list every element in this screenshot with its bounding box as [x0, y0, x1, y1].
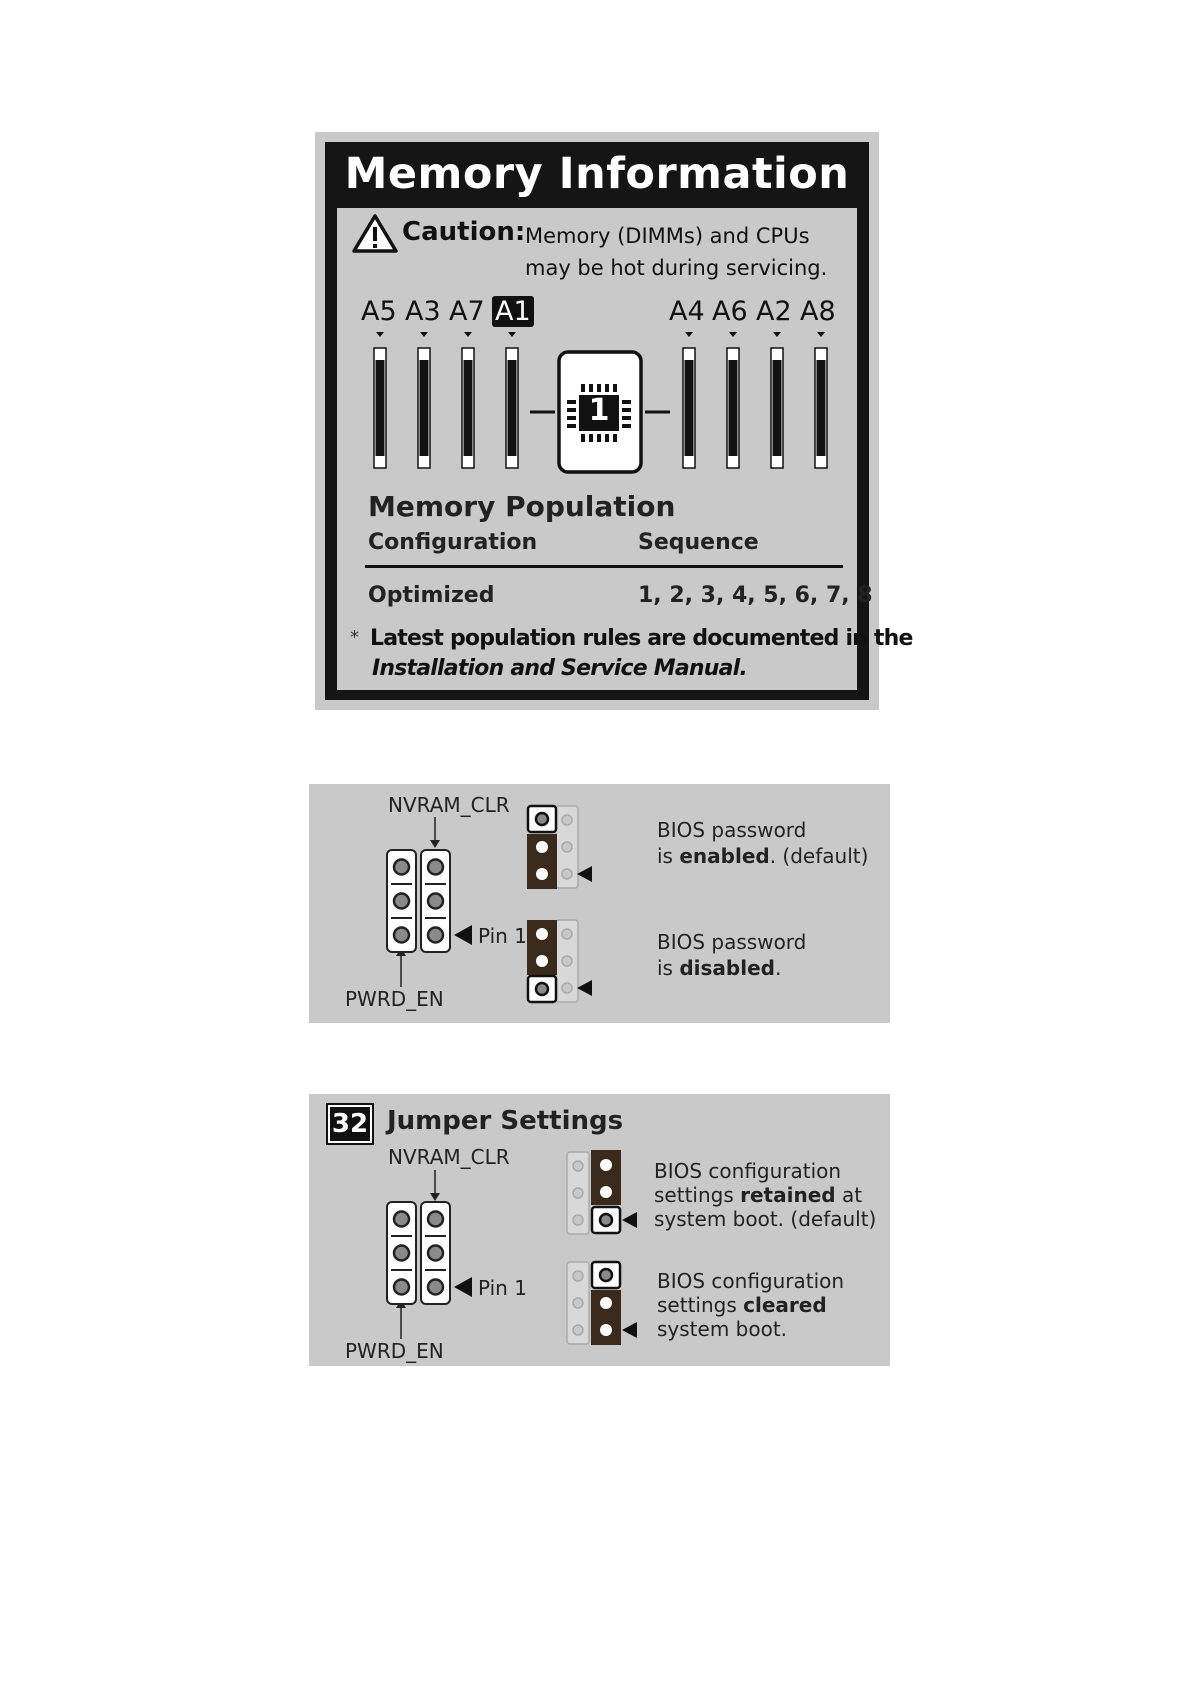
pw-disabled-line-2: is disabled.	[657, 956, 782, 980]
population-heading: Memory Population	[368, 490, 676, 523]
note-line-1: Latest population rules are documented in the	[370, 626, 913, 651]
dimm-slot-a8	[815, 332, 827, 468]
jumper-cleared-state	[567, 1262, 637, 1345]
js-nvram-clr-label: NVRAM_CLR	[388, 1145, 510, 1169]
table-divider	[365, 565, 843, 568]
jumper-disabled-state	[527, 920, 592, 1002]
slot-label-a2: A2	[756, 296, 792, 327]
pw-disabled-text	[657, 929, 806, 981]
slot-label-a4: A4	[669, 296, 705, 327]
col-configuration: Configuration	[368, 530, 538, 555]
cpu-number: 1	[588, 393, 610, 428]
pw-disabled-line-1: BIOS password	[657, 930, 807, 954]
js-pin1-label: Pin 1	[478, 1276, 527, 1300]
pw-enabled-text	[657, 817, 868, 869]
memory-title: Memory Information	[344, 149, 850, 199]
dimm-slot-a3	[418, 332, 430, 468]
pw-pin1-label: Pin 1	[478, 924, 527, 948]
jumper-settings-title: Jumper Settings	[387, 1106, 624, 1136]
caution-word: Caution:	[402, 217, 526, 247]
slot-label-a8: A8	[800, 296, 836, 327]
js-retained-line-2: settings retained at	[654, 1183, 863, 1207]
js-cleared-line-1: BIOS configuration	[657, 1269, 845, 1293]
js-cleared-line-2: settings cleared	[657, 1293, 827, 1317]
slot-label-a1: A1	[492, 296, 534, 327]
note-asterisk: *	[350, 627, 359, 648]
dimm-slot-a4	[683, 332, 695, 468]
pw-enabled-line-1: BIOS password	[657, 818, 807, 842]
caution-line-2: may be hot during servicing.	[525, 256, 828, 280]
warning-icon	[352, 213, 398, 253]
caution-line-1: Memory (DIMMs) and CPUs	[525, 224, 810, 248]
js-cleared-line-3: system boot.	[657, 1317, 788, 1341]
pw-pwrd-en-label: PWRD_EN	[345, 987, 444, 1011]
row-config-value: Optimized	[368, 583, 495, 608]
note-line-2: Installation and Service Manual.	[372, 656, 747, 681]
dimm-slot-a7	[462, 332, 474, 468]
col-sequence: Sequence	[638, 530, 759, 555]
section-number-badge: 32	[328, 1105, 372, 1143]
js-retained-text	[654, 1159, 876, 1231]
jumper-enabled-state	[527, 806, 592, 889]
dimm-slot-a1	[506, 332, 518, 468]
js-retained-line-1: BIOS configuration	[654, 1159, 842, 1183]
slot-label-a6: A6	[712, 296, 748, 327]
slot-label-a5: A5	[361, 296, 397, 327]
js-retained-line-3: system boot. (default)	[654, 1207, 877, 1231]
row-sequence-value: 1, 2, 3, 4, 5, 6, 7, 8	[638, 583, 873, 608]
jumper-retained-state	[567, 1150, 637, 1234]
pw-enabled-line-2: is enabled. (default)	[657, 844, 869, 868]
dimm-slot-a5	[374, 332, 386, 468]
js-cleared-text	[657, 1269, 844, 1341]
slot-label-a7: A7	[449, 296, 485, 327]
dimm-slot-a2	[771, 332, 783, 468]
slot-label-a3: A3	[405, 296, 441, 327]
dimm-slot-a6	[727, 332, 739, 468]
pw-nvram-clr-label: NVRAM_CLR	[388, 793, 510, 817]
js-pwrd-en-label: PWRD_EN	[345, 1339, 444, 1363]
